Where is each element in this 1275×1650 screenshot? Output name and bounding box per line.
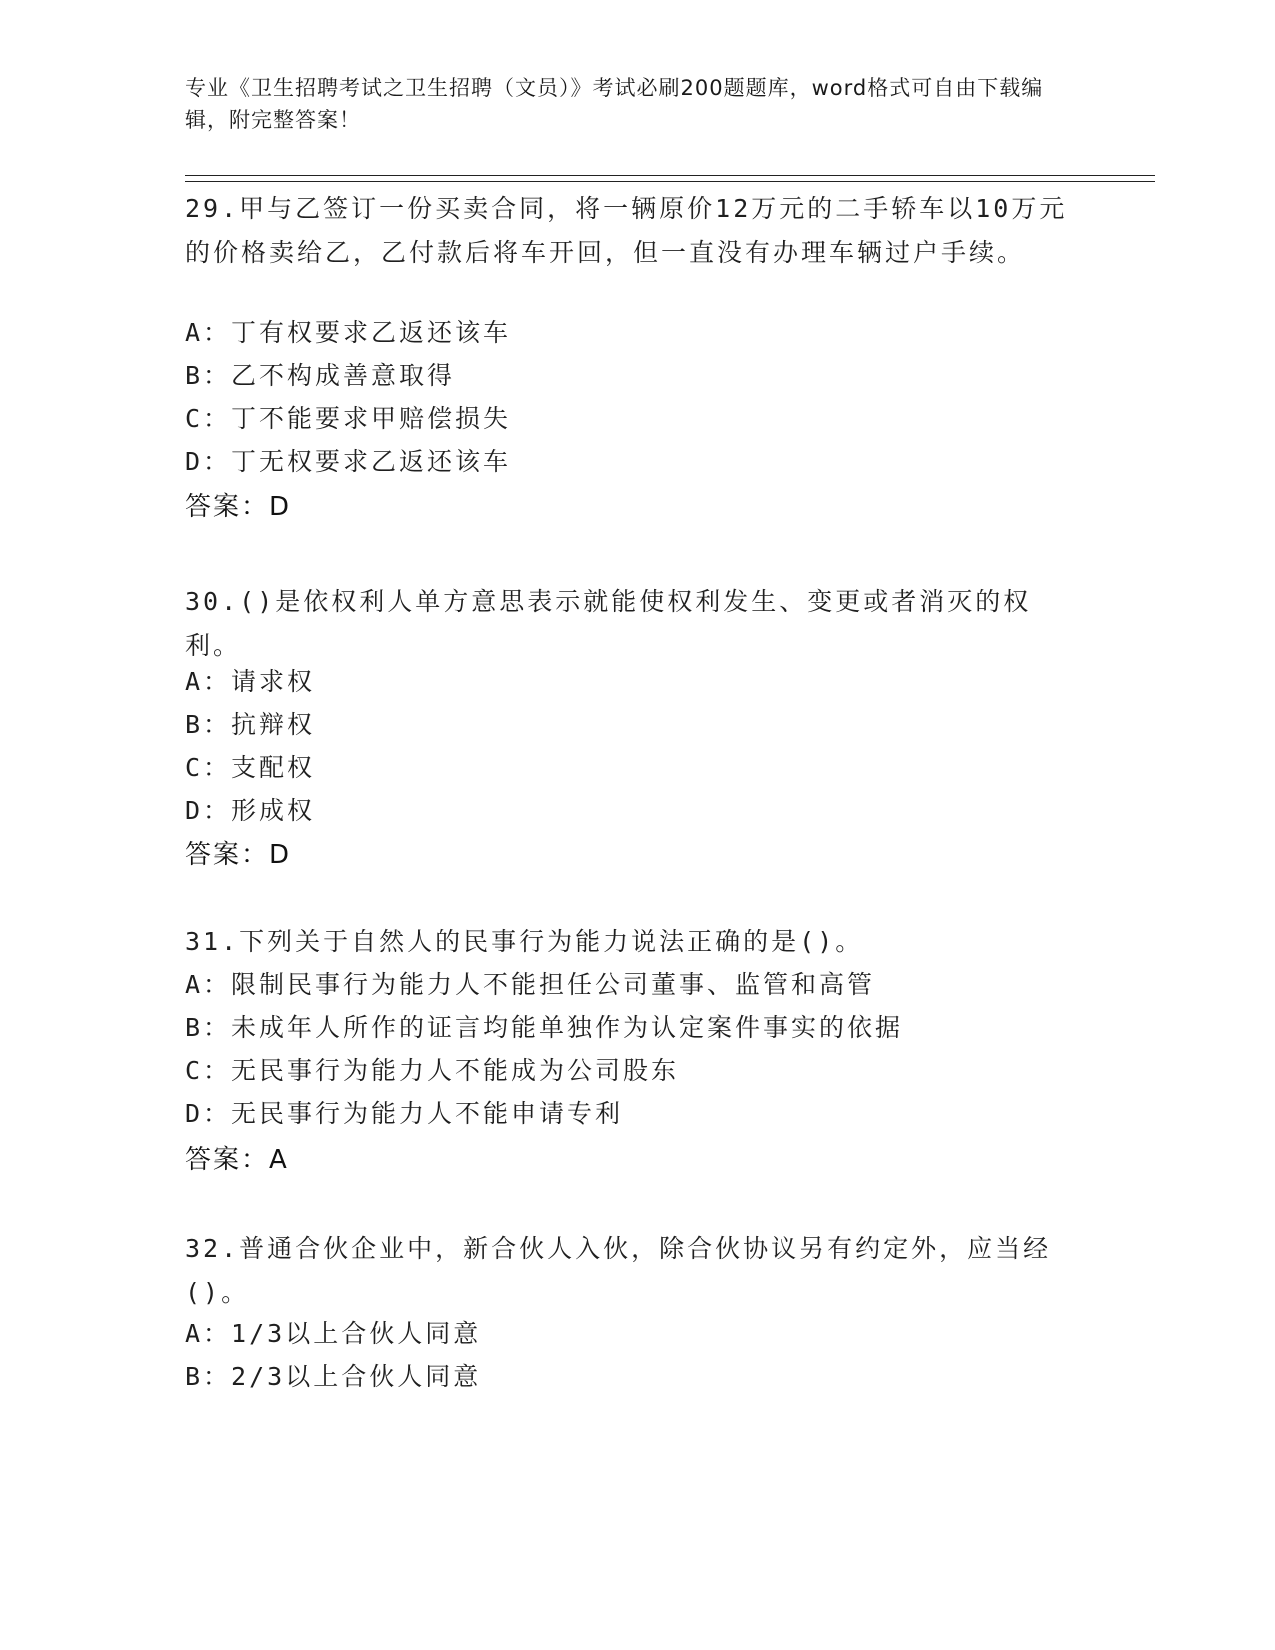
question-29-option-b: B：乙不构成善意取得 [185, 361, 456, 390]
question-29-stem: 29.甲与乙签订一份买卖合同，将一辆原价12万元的二手轿车以10万元的价格卖给乙，乙付款后将车开回，但一直没有办理车辆过户手续。 [185, 194, 1068, 267]
question-30-stem: 30.()是依权利人单方意思表示就能使权利发生、变更或者消灭的权利。 [185, 587, 1032, 660]
question-29-option-c: C：丁不能要求甲赔偿损失 [185, 404, 512, 433]
question-30-option-c: C：支配权 [185, 753, 316, 782]
header-divider-bottom [185, 181, 1155, 182]
question-31-option-c: C：无民事行为能力人不能成为公司股东 [185, 1056, 680, 1085]
question-29-answer: 答案：D [185, 492, 292, 522]
question-29-option-a: A：丁有权要求乙返还该车 [185, 318, 512, 347]
question-32-stem: 32.普通合伙企业中，新合伙人入伙，除合伙协议另有约定外，应当经()。 [185, 1234, 1052, 1307]
question-31-stem: 31.下列关于自然人的民事行为能力说法正确的是()。 [185, 927, 864, 956]
question-30-answer: 答案：D [185, 840, 292, 870]
question-29-option-d: D：丁无权要求乙返还该车 [185, 447, 512, 476]
question-32-option-b: B：2/3以上合伙人同意 [185, 1362, 482, 1391]
document-header: 专业《卫生招聘考试之卫生招聘（文员）》考试必刷200题题库，word格式可自由下载编辑，附完整答案！ [185, 76, 1044, 132]
question-31-option-d: D：无民事行为能力人不能申请专利 [185, 1099, 624, 1128]
question-31-option-b: B：未成年人所作的证言均能单独作为认定案件事实的依据 [185, 1013, 904, 1042]
question-31-answer: 答案：A [185, 1145, 289, 1175]
question-32-option-a: A：1/3以上合伙人同意 [185, 1319, 482, 1348]
question-30-option-b: B：抗辩权 [185, 710, 316, 739]
question-30-option-a: A：请求权 [185, 667, 316, 696]
header-divider-top [185, 175, 1155, 176]
question-30-option-d: D：形成权 [185, 796, 316, 825]
question-31-option-a: A：限制民事行为能力人不能担任公司董事、监管和高管 [185, 970, 876, 999]
